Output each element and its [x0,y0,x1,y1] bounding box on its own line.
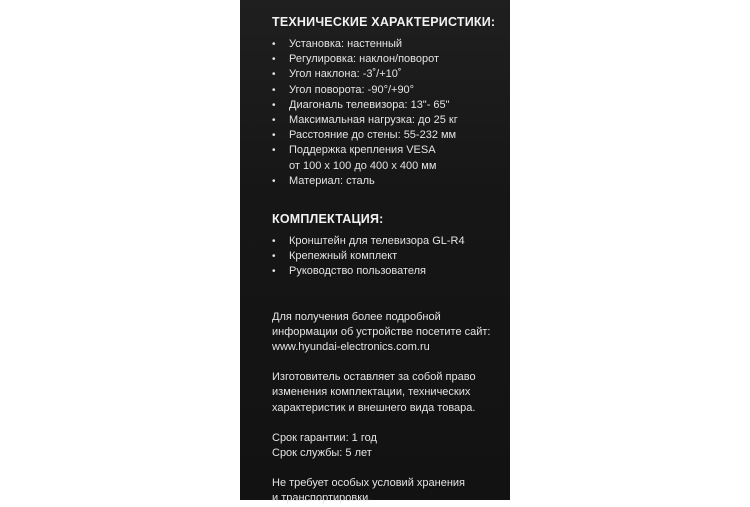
info-line-1: Для получения более подробной [272,310,441,323]
bullet-icon: • [272,84,276,96]
info-paragraph [272,310,500,356]
spec-item-text: Расстояние до стены: 55-232 мм [289,129,457,142]
kit-item [272,234,500,249]
spec-item-text: Материал: сталь [289,174,375,187]
maker-line-1: Изготовитель оставляет за собой право [272,371,476,384]
spec-item [272,98,500,113]
maker-line-3: характеристик и внешнего вида товара. [272,401,476,414]
storage-line-2: и транспортировки. [272,492,372,505]
spec-item-text: Установка: настенный [289,38,403,50]
spec-item [272,83,500,98]
spec-item [272,67,500,82]
bullet-icon: • [272,145,276,157]
kit-heading: КОМПЛЕКТАЦИЯ: [272,212,384,227]
bullet-icon: • [272,175,276,187]
bullet-icon: • [272,236,276,248]
spec-item-text: Регулировка: наклон/поворот [289,53,440,66]
spec-item [272,37,500,52]
service-life: Срок службы: 5 лет [272,447,372,460]
storage-line-1: Не требует особых условий хранения [272,477,465,490]
specs-heading: ТЕХНИЧЕСКИЕ ХАРАКТЕРИСТИКИ: [272,15,496,29]
storage-note [272,476,500,506]
maker-line-2: изменения комплектации, технических [272,386,471,399]
kit-item-text: Кронштейн для телевизора GL-R4 [289,235,465,248]
spec-item-vesa [272,143,500,173]
kit-item [272,264,500,279]
bullet-icon: • [272,69,276,81]
specs-list [272,37,500,189]
bullet-icon: • [272,251,276,263]
kit-list [272,234,500,280]
website-url: www.hyundai-electronics.com.ru [272,341,430,354]
vesa-line-1: Поддержка крепления VESA [289,144,436,157]
spec-panel [240,0,510,505]
spec-item-text: Угол поворота: -90°/+90° [289,83,415,96]
spec-item [272,52,500,67]
bullet-icon: • [272,266,276,278]
spec-item [272,128,500,143]
kit-item-text: Крепежный комплект [289,250,398,263]
warranty-period: Срок гарантии: 1 год [272,431,377,444]
spec-item-text: Диагональ телевизора: 13"- 65" [289,98,450,111]
bullet-icon: • [272,54,276,66]
spec-item-text: Угол наклона: -3˚/+10˚ [289,68,402,81]
manufacturer-note [272,370,500,416]
info-line-2: информации об устройстве посетите сайт: [272,325,491,338]
vesa-line-2: от 100 x 100 до 400 x 400 мм [289,159,437,172]
bullet-icon: • [272,115,276,127]
spec-item-text: Максимальная нагрузка: до 25 кг [289,114,458,127]
kit-item [272,249,500,264]
spec-item-material [272,174,500,189]
bullet-icon: • [272,39,276,50]
warranty-info [272,431,500,461]
kit-item-text: Руководство пользователя [289,265,426,278]
bullet-icon: • [272,130,276,142]
spec-item [272,113,500,128]
bullet-icon: • [272,99,276,111]
